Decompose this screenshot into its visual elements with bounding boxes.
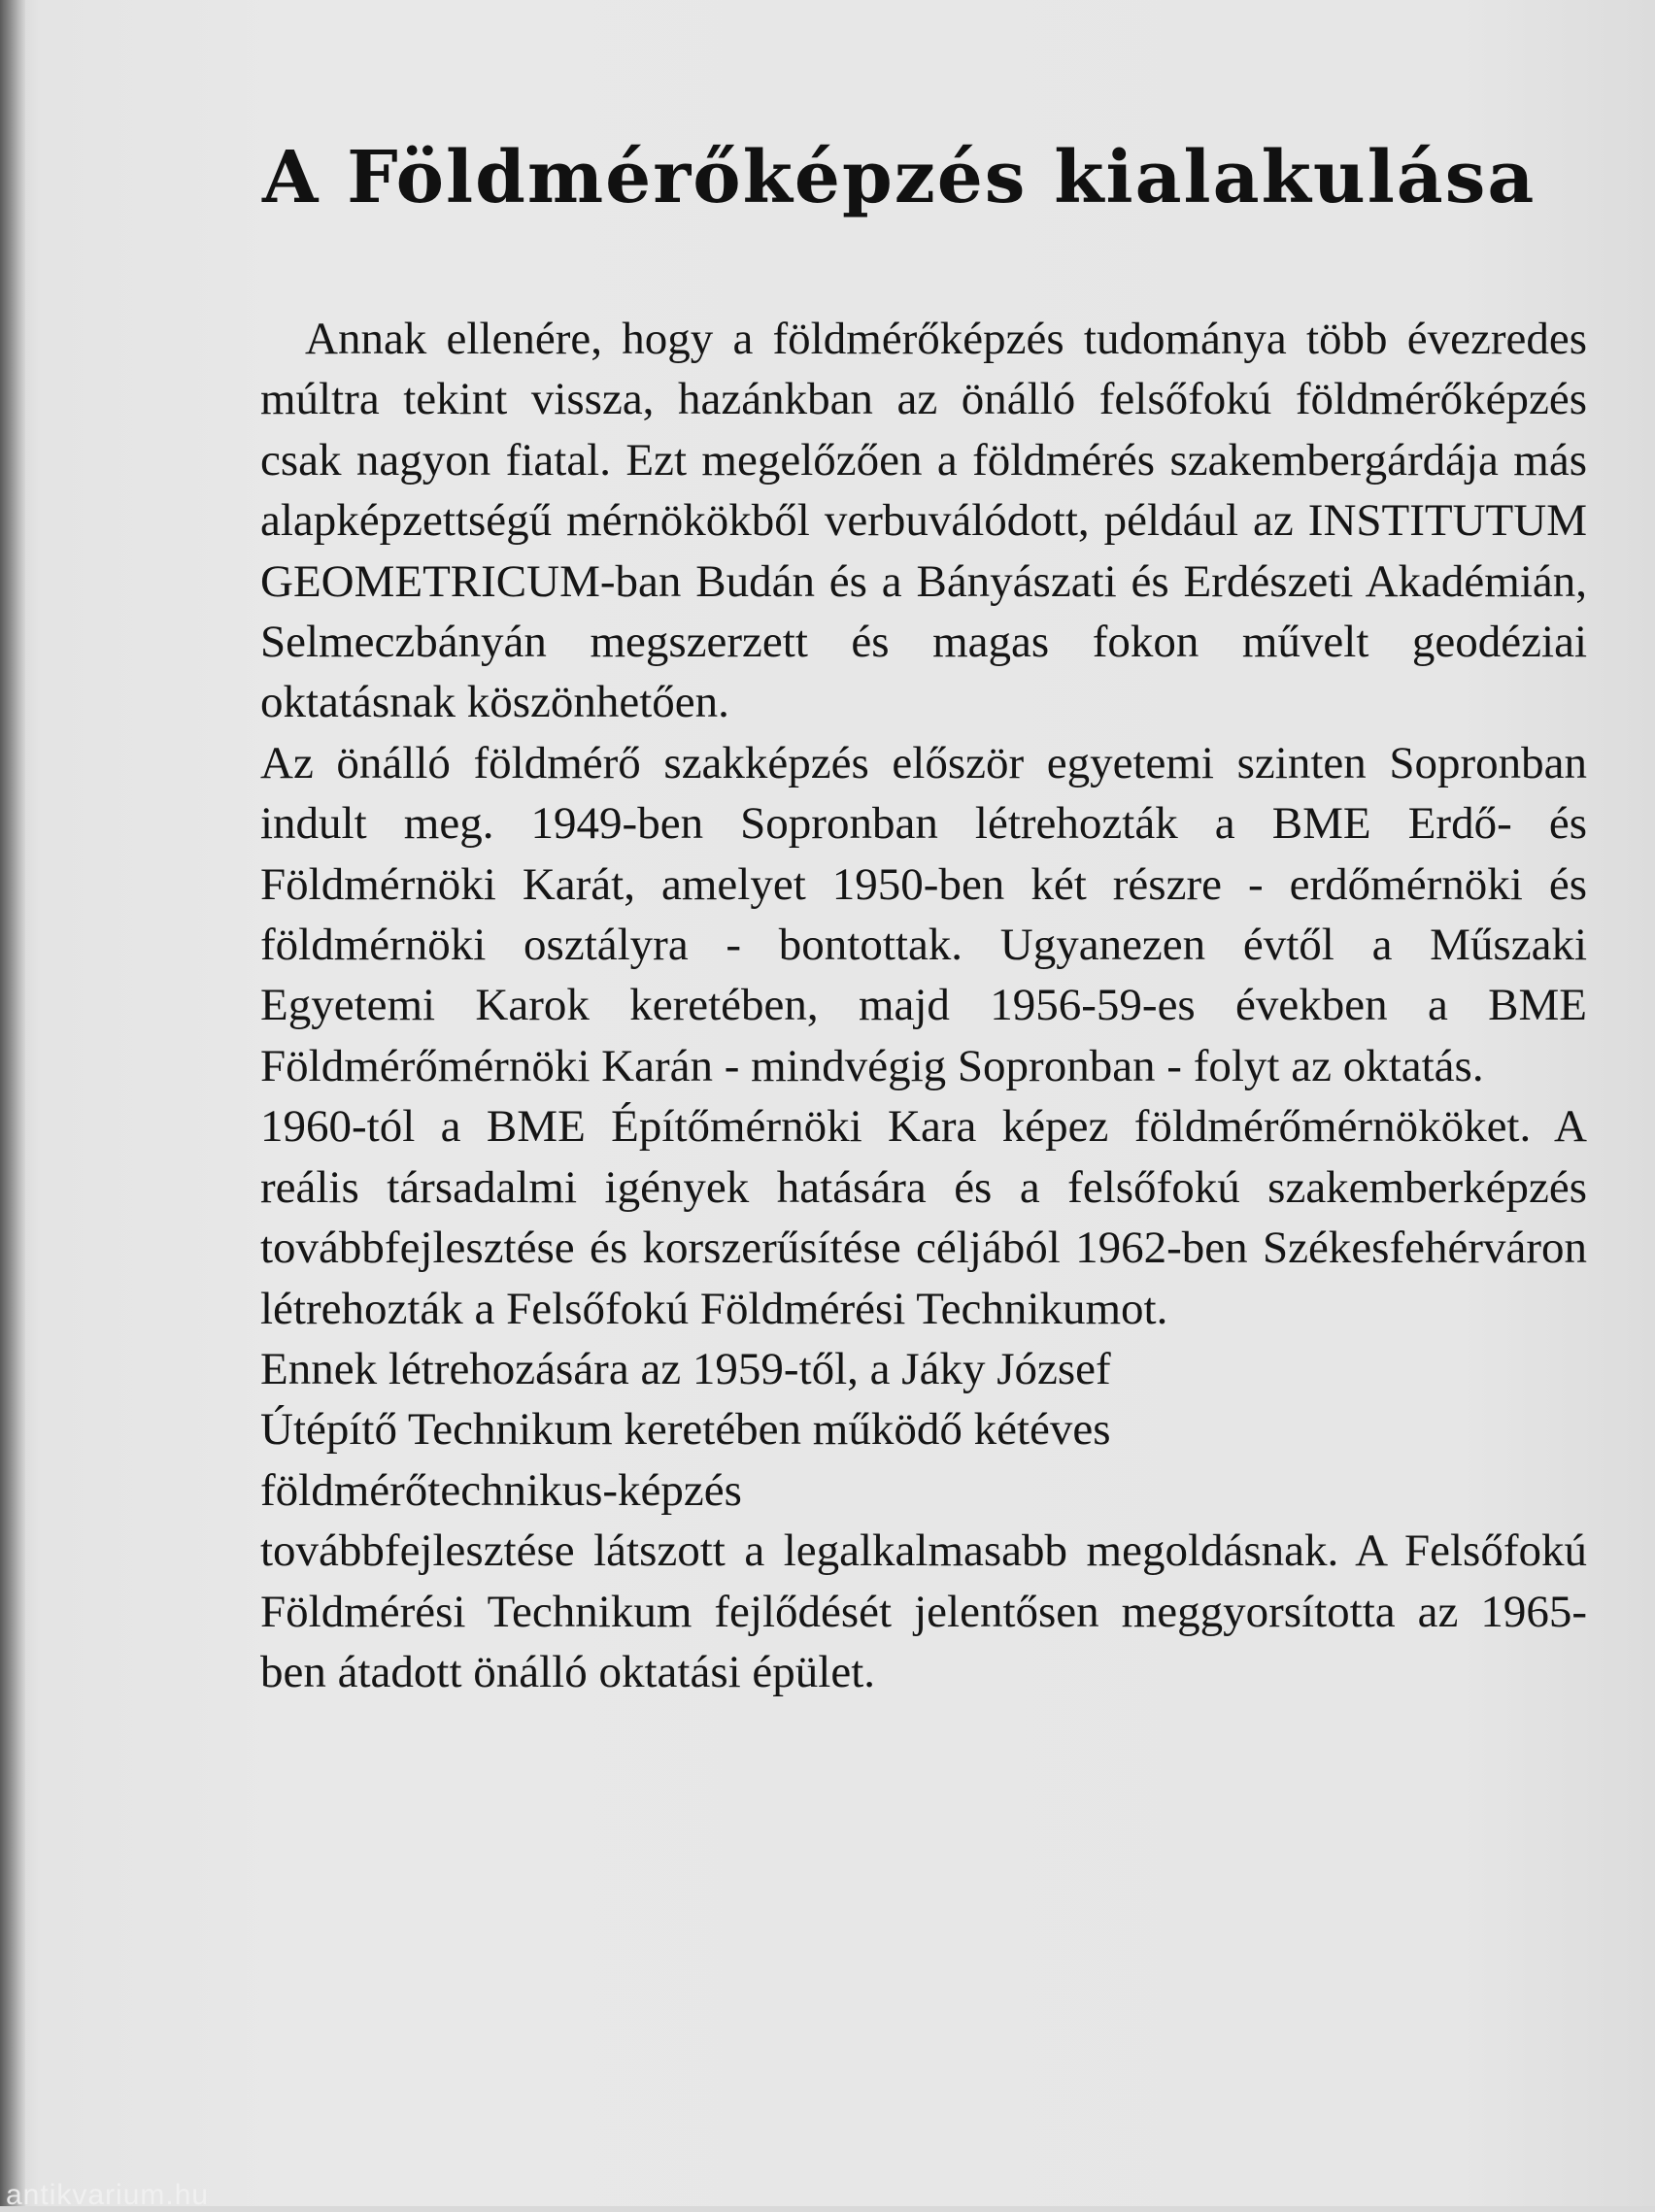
paragraph-2: Az önálló földmérő szakképzés először egyetemi szinten Sopronban indult meg. 1949-ben Sopronban létrehozták a BME Erdő- és Földmérnöki Karát, amelyet 1950-ben két részre - erdőmérnöki és földmérnöki osztályra - bontottak. Ugyanezen évtől a Műszaki Egyetemi Karok keretében, majd 1956-59-es években a BME Földmérőmérnöki Karán - mindvégig Sopronban - folyt az oktatás.: [260, 737, 1587, 1091]
page-title: A Földmérőképzés kialakulása: [262, 136, 1537, 219]
paragraph-4: [260, 1339, 1587, 1521]
paragraph-5: továbbfejlesztése látszott a legalkalmasabb megoldásnak. A Felsőfokú Földmérési Technikum fejlődését jelentősen meggyorsította az 1965-ben átadott önálló oktatási épület.: [260, 1525, 1587, 1697]
body-text: [260, 309, 1587, 1702]
paragraph-4-line-2: Útépítő Technikum keretében működő kétéves: [260, 1404, 1111, 1456]
paragraph-4-line-1: Ennek létrehozására az 1959-től, a Jáky József: [260, 1343, 1111, 1394]
paragraph-4-line-3: földmérőtechnikus-képzés: [260, 1464, 742, 1516]
page-binding-edge: [0, 0, 25, 2206]
watermark: antikvarium.hu: [6, 2179, 210, 2211]
paragraph-1: Annak ellenére, hogy a földmérőképzés tudománya több évezredes múltra tekint vissza, hazánkban az önálló felsőfokú földmérőképzés csak nagyon fiatal. Ezt megelőzően a földmérés szakembergárdája más alapképzettségű mérnökökből verbuválódott, például az INSTITUTUM GEOMETRICUM-ban Budán és a Bányászati és Erdészeti Akadémián, Selmeczbányán megszerzett és magas fokon művelt geodéziai oktatásnak köszönhetően.: [260, 314, 1587, 728]
paragraph-3: 1960-tól a BME Építőmérnöki Kara képez földmérőmérnököket. A reális társadalmi igények hatására és a felsőfokú szakemberképzés továbbfejlesztése és korszerűsítése céljából 1962-ben Székesfehérváron létrehozták a Felsőfokú Földmérési Technikumot.: [260, 1101, 1587, 1334]
